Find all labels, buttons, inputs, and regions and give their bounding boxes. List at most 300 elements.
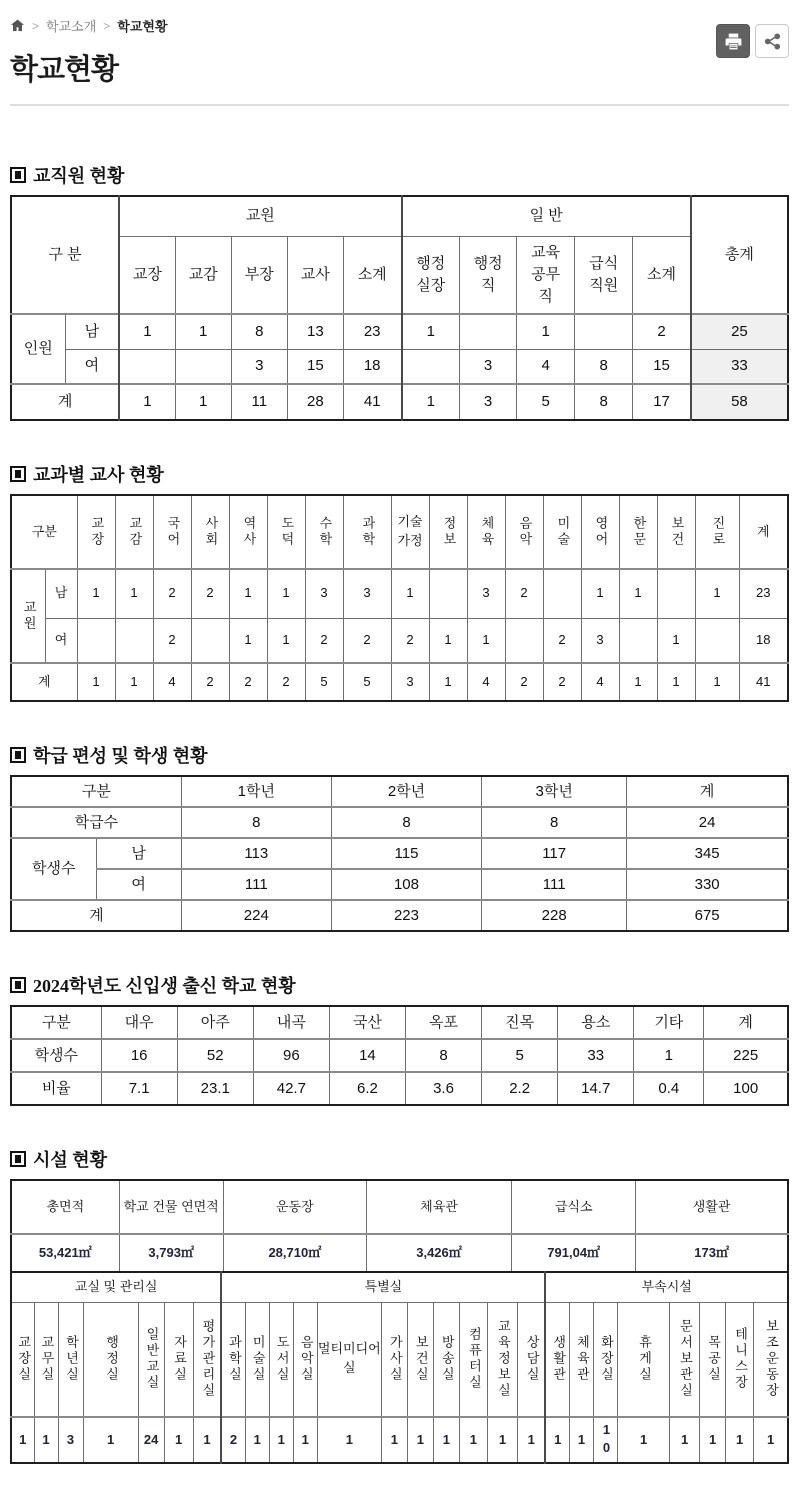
table-cell: 1: [119, 314, 175, 349]
table-row: [11, 900, 788, 931]
table-cell: 8: [231, 314, 287, 349]
table-body: [11, 196, 788, 420]
table-header-cell: 미술: [543, 495, 581, 569]
section-marker-icon: [10, 466, 26, 482]
page-header: [10, 0, 789, 88]
table-header-cell: 생활관: [636, 1180, 788, 1234]
table-cell: 1: [459, 1417, 487, 1463]
table-header-cell: 도서실: [269, 1302, 293, 1417]
table-header-cell: 구분: [11, 1006, 101, 1039]
table-cell: 1: [695, 663, 739, 701]
table-cell: 28,710㎡: [223, 1234, 366, 1272]
table-header-cell: 총계: [691, 196, 788, 314]
section-facility: [10, 1146, 789, 1464]
table-cell: 5: [305, 663, 343, 701]
table-row: [11, 807, 788, 838]
table-cell: [575, 314, 633, 349]
table-header-cell: 계: [704, 1006, 788, 1039]
table-cell: 5: [482, 1039, 558, 1072]
table-cell: 8: [575, 384, 633, 420]
table-row: [11, 1272, 788, 1302]
table-cell: 345: [627, 838, 788, 869]
section-title: 교직원 현황: [33, 166, 125, 186]
table-header-cell: 문서보관실: [670, 1302, 700, 1417]
table-body: [11, 776, 788, 931]
table-cell: [402, 349, 460, 384]
table-cell: 4: [581, 663, 619, 701]
table-cell: [115, 618, 153, 663]
table-header-cell: 한문: [619, 495, 657, 569]
section-title: 학급 편성 및 학생 현황: [33, 746, 208, 766]
table-body: [11, 495, 788, 701]
table-header-cell: 소계: [343, 236, 401, 314]
table-header-cell: 행정실장: [402, 236, 460, 314]
table-cell: 1: [619, 663, 657, 701]
table-header-cell: 영어: [581, 495, 619, 569]
table-cell: 41: [739, 663, 788, 701]
table-header-cell: 일 반: [402, 196, 691, 236]
table-header-cell: 교육공무직: [517, 236, 575, 314]
table-header-cell: 국어: [153, 495, 191, 569]
table-header-cell: 보건실: [407, 1302, 433, 1417]
table-header-cell: 아주: [177, 1006, 253, 1039]
breadcrumb-item-current: 학교현황: [117, 19, 168, 34]
table-cell: 3: [305, 569, 343, 618]
table-header-cell: 계: [11, 900, 181, 931]
section-marker-icon: [10, 977, 26, 993]
table-header-cell: 남: [96, 838, 181, 869]
table-header-cell: 체육: [467, 495, 505, 569]
table-header-cell: 사회: [191, 495, 229, 569]
table-row: [11, 618, 788, 663]
section-marker-icon: [10, 167, 26, 183]
table-header-cell: 구분: [11, 495, 77, 569]
table-cell: 1: [83, 1417, 138, 1463]
table-cell: 3: [467, 569, 505, 618]
table-cell: 14: [329, 1039, 405, 1072]
table-header-cell: 교무실: [34, 1302, 58, 1417]
table-header-cell: 비율: [11, 1072, 101, 1105]
table-row: [11, 1417, 788, 1463]
table-cell: 1: [407, 1417, 433, 1463]
table-cell: 2: [633, 314, 691, 349]
section-heading-facility: [10, 1146, 789, 1172]
table-cell: 15: [633, 349, 691, 384]
table-row: [11, 196, 788, 236]
table-cell: 111: [482, 869, 627, 900]
table-body: [11, 1180, 788, 1272]
table-cell: 23: [343, 314, 401, 349]
table-cell: 10: [594, 1417, 618, 1463]
table-cell: 3,426㎡: [366, 1234, 511, 1272]
table-header-cell: 컴퓨터실: [459, 1302, 487, 1417]
table-cell: 1: [245, 1417, 269, 1463]
section-heading-freshmen: [10, 972, 789, 998]
table-cell: 7.1: [101, 1072, 177, 1105]
table-cell: 1: [433, 1417, 459, 1463]
table-header-cell: 과학실: [221, 1302, 245, 1417]
table-cell: 3: [391, 663, 429, 701]
table-cell: 1: [570, 1417, 594, 1463]
table-cell: 2: [229, 663, 267, 701]
table-cell: 1: [381, 1417, 407, 1463]
table-header-cell: 3학년: [482, 776, 627, 807]
table-header-cell: 음악실: [293, 1302, 317, 1417]
table-header-cell: 남: [65, 314, 119, 349]
table-row: [11, 1180, 788, 1234]
table-header-cell: 교원: [119, 196, 401, 236]
table-cell: 675: [627, 900, 788, 931]
table-cell: 3: [460, 384, 517, 420]
table-header-cell: 총면적: [11, 1180, 119, 1234]
section-staff: [10, 162, 789, 421]
table-header-cell: 학생수: [11, 838, 96, 900]
table-cell: 33: [691, 349, 788, 384]
table-cell: 17: [633, 384, 691, 420]
table-cell: 1: [700, 1417, 726, 1463]
table-header-cell: 인원: [11, 314, 65, 384]
table-header-cell: 자료실: [164, 1302, 193, 1417]
table-header-cell: 학생수: [11, 1039, 101, 1072]
table-header-cell: 상담실: [517, 1302, 545, 1417]
section-subjects: [10, 461, 789, 702]
table-header-cell: 여: [96, 869, 181, 900]
table-cell: 224: [181, 900, 331, 931]
table-cell: 1: [487, 1417, 517, 1463]
table-header-cell: 학교 건물 연면적: [119, 1180, 223, 1234]
table-cell: 2.2: [482, 1072, 558, 1105]
table-header-cell: 수학: [305, 495, 343, 569]
table-cell: 3: [343, 569, 391, 618]
table-cell: 5: [343, 663, 391, 701]
table-cell: 24: [138, 1417, 164, 1463]
table-cell: 2: [505, 569, 543, 618]
table-cell: 2: [343, 618, 391, 663]
table-cell: 1: [317, 1417, 381, 1463]
table-cell: 4: [153, 663, 191, 701]
table-header-cell: 기타: [634, 1006, 704, 1039]
facility-area-table: [10, 1179, 789, 1273]
section-heading-classes: [10, 742, 789, 768]
section-title: 교과별 교사 현황: [33, 465, 164, 485]
table-row: [11, 1072, 788, 1105]
table-cell: 1: [175, 314, 231, 349]
table-cell: 330: [627, 869, 788, 900]
table-cell: 2: [543, 618, 581, 663]
table-row: [11, 869, 788, 900]
table-cell: 24: [627, 807, 788, 838]
table-cell: 108: [331, 869, 481, 900]
table-cell: [460, 314, 517, 349]
table-header-cell: 내곡: [253, 1006, 329, 1039]
table-cell: 1: [34, 1417, 58, 1463]
page-title: 학교현황: [10, 54, 119, 86]
table-header-cell: 여: [45, 618, 77, 663]
table-header-cell: 화장실: [594, 1302, 618, 1417]
table-header-cell: 보조운동장: [754, 1302, 788, 1417]
table-header-cell: 행정실: [83, 1302, 138, 1417]
table-cell: 1: [619, 569, 657, 618]
table-header-cell: 가사실: [381, 1302, 407, 1417]
table-header-cell: 특별실: [221, 1272, 545, 1302]
table-header-cell: 교실 및 관리실: [11, 1272, 221, 1302]
table-cell: 1: [193, 1417, 221, 1463]
table-cell: 16: [101, 1039, 177, 1072]
table-header-cell: 운동장: [223, 1180, 366, 1234]
staff-table: [10, 195, 789, 421]
table-cell: 1: [293, 1417, 317, 1463]
table-header-cell: 급식소: [512, 1180, 636, 1234]
table-cell: [695, 618, 739, 663]
table-header-cell: 옥포: [405, 1006, 481, 1039]
table-cell: 111: [181, 869, 331, 900]
table-header-cell: 보건: [657, 495, 695, 569]
table-cell: 4: [467, 663, 505, 701]
table-cell: 8: [331, 807, 481, 838]
table-header-cell: 정보: [429, 495, 467, 569]
print-button[interactable]: [716, 24, 750, 58]
table-cell: 791,04㎡: [512, 1234, 636, 1272]
table-cell: 1: [267, 569, 305, 618]
table-cell: 2: [267, 663, 305, 701]
table-cell: 1: [670, 1417, 700, 1463]
table-row: [11, 384, 788, 420]
table-cell: 3: [581, 618, 619, 663]
table-cell: 15: [287, 349, 343, 384]
breadcrumb-item-school-intro[interactable]: 학교소개: [46, 19, 97, 34]
table-cell: 52: [177, 1039, 253, 1072]
table-body: [11, 1006, 788, 1105]
table-header-cell: 도덕: [267, 495, 305, 569]
table-cell: 18: [343, 349, 401, 384]
table-header-cell: 계: [11, 663, 77, 701]
table-cell: 6.2: [329, 1072, 405, 1105]
table-cell: [543, 569, 581, 618]
table-cell: 1: [269, 1417, 293, 1463]
table-header-cell: 방송실: [433, 1302, 459, 1417]
table-cell: [619, 618, 657, 663]
table-cell: 1: [391, 569, 429, 618]
table-row: [11, 1039, 788, 1072]
table-cell: 1: [695, 569, 739, 618]
table-header-cell: 학급수: [11, 807, 181, 838]
section-classes: [10, 742, 789, 932]
freshmen-origin-table: [10, 1005, 789, 1106]
table-cell: 1: [545, 1417, 569, 1463]
table-header-cell: 평가관리실: [193, 1302, 221, 1417]
table-cell: 33: [558, 1039, 634, 1072]
table-cell: 1: [229, 569, 267, 618]
table-cell: 3: [231, 349, 287, 384]
table-cell: 13: [287, 314, 343, 349]
table-cell: [191, 618, 229, 663]
table-cell: 1: [657, 618, 695, 663]
table-cell: 2: [191, 569, 229, 618]
table-cell: 1: [429, 663, 467, 701]
table-cell: 1: [77, 663, 115, 701]
table-cell: 2: [221, 1417, 245, 1463]
section-heading-staff: [10, 162, 789, 188]
section-marker-icon: [10, 747, 26, 763]
table-cell: 1: [402, 384, 460, 420]
table-header-cell: 체육관: [366, 1180, 511, 1234]
share-button[interactable]: [755, 24, 789, 58]
table-cell: 225: [704, 1039, 788, 1072]
classes-students-table: [10, 775, 789, 932]
section-freshmen: [10, 972, 789, 1106]
table-header-cell: 휴게실: [618, 1302, 670, 1417]
table-header-cell: 계: [739, 495, 788, 569]
table-cell: 1: [581, 569, 619, 618]
breadcrumb-separator: >: [103, 18, 111, 33]
table-header-cell: 부속시설: [545, 1272, 788, 1302]
table-cell: 228: [482, 900, 627, 931]
table-cell: 115: [331, 838, 481, 869]
home-icon[interactable]: [10, 18, 25, 33]
table-cell: 3,793㎡: [119, 1234, 223, 1272]
table-row: [11, 314, 788, 349]
table-header-cell: 기술가정: [391, 495, 429, 569]
table-cell: 8: [482, 807, 627, 838]
table-cell: 58: [691, 384, 788, 420]
table-cell: [175, 349, 231, 384]
table-header-cell: 역사: [229, 495, 267, 569]
table-cell: 5: [517, 384, 575, 420]
table-header-cell: 체육관: [570, 1302, 594, 1417]
table-header-cell: 교원: [11, 569, 45, 663]
table-cell: 1: [467, 618, 505, 663]
table-cell: 28: [287, 384, 343, 420]
table-cell: 2: [191, 663, 229, 701]
table-cell: 2: [543, 663, 581, 701]
table-cell: 42.7: [253, 1072, 329, 1105]
printer-icon: [724, 32, 743, 51]
header-divider: [10, 104, 789, 106]
breadcrumb: [10, 16, 789, 35]
table-header-cell: 교감: [175, 236, 231, 314]
table-header-cell: 2학년: [331, 776, 481, 807]
table-cell: [429, 569, 467, 618]
table-header-cell: 교장: [119, 236, 175, 314]
page-actions: [716, 24, 789, 58]
table-row: [11, 1234, 788, 1272]
table-cell: 1: [618, 1417, 670, 1463]
subject-teachers-table: [10, 494, 789, 702]
table-cell: 14.7: [558, 1072, 634, 1105]
table-cell: 3.6: [405, 1072, 481, 1105]
table-cell: 2: [391, 618, 429, 663]
table-cell: 2: [305, 618, 343, 663]
table-cell: 1: [634, 1039, 704, 1072]
table-header-cell: 교육정보실: [487, 1302, 517, 1417]
table-cell: 2: [153, 569, 191, 618]
table-cell: 2: [505, 663, 543, 701]
table-header-cell: 1학년: [181, 776, 331, 807]
table-cell: 11: [231, 384, 287, 420]
table-cell: 1: [402, 314, 460, 349]
table-cell: 173㎡: [636, 1234, 788, 1272]
table-header-cell: 테니스장: [726, 1302, 754, 1417]
table-header-cell: 교장실: [11, 1302, 34, 1417]
table-row: [11, 838, 788, 869]
table-cell: 1: [517, 1417, 545, 1463]
table-cell: 25: [691, 314, 788, 349]
table-cell: 4: [517, 349, 575, 384]
table-cell: 1: [119, 384, 175, 420]
section-title: 2024학년도 신입생 출신 학교 현황: [33, 976, 296, 996]
table-cell: 8: [405, 1039, 481, 1072]
table-cell: 23: [739, 569, 788, 618]
table-header-cell: 용소: [558, 1006, 634, 1039]
table-header-cell: 대우: [101, 1006, 177, 1039]
table-cell: 1: [517, 314, 575, 349]
table-cell: 96: [253, 1039, 329, 1072]
table-header-cell: 과학: [343, 495, 391, 569]
table-header-cell: 구분: [11, 776, 181, 807]
table-row: [11, 349, 788, 384]
table-cell: 1: [267, 618, 305, 663]
table-header-cell: 계: [11, 384, 119, 420]
table-cell: 0.4: [634, 1072, 704, 1105]
table-cell: 1: [175, 384, 231, 420]
table-header-cell: 멀티미디어실: [317, 1302, 381, 1417]
table-header-cell: 부장: [231, 236, 287, 314]
table-cell: 1: [11, 1417, 34, 1463]
table-cell: 8: [181, 807, 331, 838]
table-header-cell: 국산: [329, 1006, 405, 1039]
table-cell: 1: [429, 618, 467, 663]
table-cell: [505, 618, 543, 663]
table-row: [11, 569, 788, 618]
table-header-cell: 생활관: [545, 1302, 569, 1417]
table-body: [11, 1272, 788, 1463]
table-header-cell: 진로: [695, 495, 739, 569]
table-cell: [77, 618, 115, 663]
table-header-cell: 급식직원: [575, 236, 633, 314]
table-cell: 1: [657, 663, 695, 701]
table-header-cell: 교장: [77, 495, 115, 569]
table-row: [11, 495, 788, 569]
table-header-cell: 일반교실: [138, 1302, 164, 1417]
table-header-cell: 목공실: [700, 1302, 726, 1417]
table-cell: 8: [575, 349, 633, 384]
table-cell: 1: [726, 1417, 754, 1463]
table-cell: 117: [482, 838, 627, 869]
table-cell: 100: [704, 1072, 788, 1105]
share-icon: [763, 32, 782, 51]
table-cell: 1: [229, 618, 267, 663]
table-header-cell: 남: [45, 569, 77, 618]
table-cell: 53,421㎡: [11, 1234, 119, 1272]
table-header-cell: 학년실: [58, 1302, 83, 1417]
section-title: 시설 현황: [33, 1150, 108, 1170]
table-row: [11, 663, 788, 701]
table-cell: 2: [153, 618, 191, 663]
table-cell: 41: [343, 384, 401, 420]
table-header-cell: 소계: [633, 236, 691, 314]
table-row: [11, 776, 788, 807]
table-header-cell: 구 분: [11, 196, 119, 314]
table-cell: 18: [739, 618, 788, 663]
table-cell: 1: [164, 1417, 193, 1463]
table-cell: 223: [331, 900, 481, 931]
table-cell: 1: [77, 569, 115, 618]
table-cell: 113: [181, 838, 331, 869]
table-cell: 1: [115, 663, 153, 701]
table-header-cell: 여: [65, 349, 119, 384]
table-row: [11, 1006, 788, 1039]
section-marker-icon: [10, 1151, 26, 1167]
